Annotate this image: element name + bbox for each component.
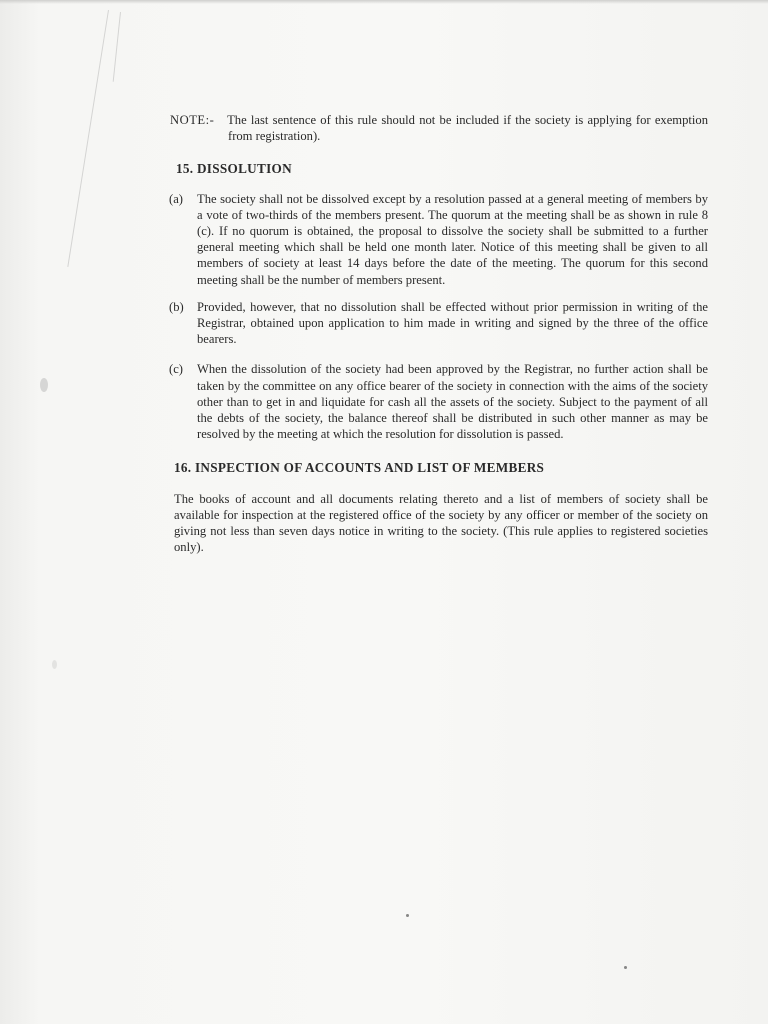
scan-smudge bbox=[40, 378, 48, 392]
clause-letter: (c) bbox=[169, 362, 183, 377]
scan-artifact-line bbox=[113, 12, 121, 82]
scan-smudge bbox=[406, 914, 409, 917]
clause-15a bbox=[170, 191, 708, 288]
scan-smudge bbox=[624, 966, 627, 969]
clause-letter: (a) bbox=[169, 191, 183, 206]
section-16-heading: 16. INSPECTION OF ACCOUNTS AND LIST OF MEMBERS bbox=[174, 460, 545, 476]
document-body bbox=[170, 112, 708, 555]
note-paragraph bbox=[170, 112, 708, 144]
clause-text: The society shall not be dissolved except by a resolution passed at a general meeting of members by a vote of two-thirds of the members present. The quorum at the meeting shall be as shown in rule 8 (c). If no quorum is obtained, the proposal to dissolve the society shall be submitted to a further general meeting which shall be held one month later. Notice of this meeting shall be given to all members of society at least 14 days before the date of the meeting. The quorum for this second meeting shall be the number of members present. bbox=[197, 191, 708, 287]
clause-15c bbox=[170, 361, 708, 442]
scan-artifact-line bbox=[67, 10, 109, 267]
clause-15b bbox=[170, 299, 708, 348]
section-16-paragraph: The books of account and all documents relating thereto and a list of members of society shall be available for inspection at the registered office of the society by any officer or member of the society on giving not less than seven days notice in writing to the society. (This rule applies to registered societies only). bbox=[174, 491, 708, 555]
page-top-edge bbox=[0, 0, 768, 4]
note-text: The last sentence of this rule should not be included if the society is applying for exemption from registration). bbox=[227, 113, 708, 144]
clause-text: Provided, however, that no dissolution shall be effected without prior permission in writing of the Registrar, obtained upon application to him made in writing and signed by the three of the office bearers. bbox=[197, 299, 708, 347]
clause-text: When the dissolution of the society had been approved by the Registrar, no further action shall be taken by the committee on any office bearer of the society in connection with the aims of the society other than to get in and liquidate for cash all the assets of the society. Subject to the payment of all the debts of the society, the balance thereof shall be distributed in such other manner as may be resolved by the meeting at which the resolution for dissolution is passed. bbox=[197, 362, 708, 442]
clause-letter: (b) bbox=[169, 299, 184, 314]
note-label: NOTE:- bbox=[170, 113, 215, 127]
section-15-heading: 15. DISSOLUTION bbox=[176, 161, 292, 177]
scan-smudge bbox=[52, 660, 57, 669]
